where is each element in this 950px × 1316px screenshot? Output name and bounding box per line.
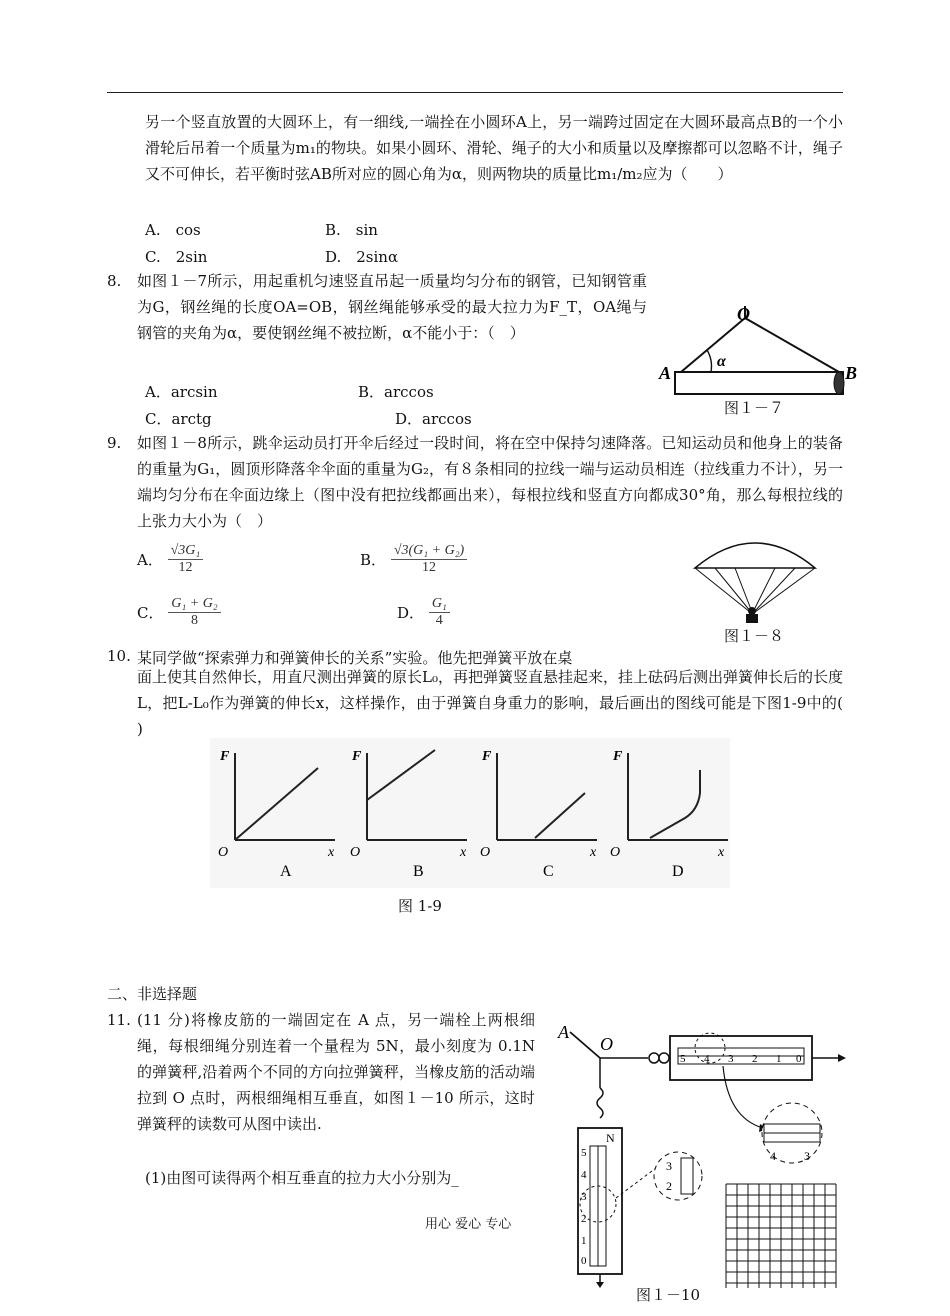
q9-stem: 如图１－8所示，跳伞运动员打开伞后经过一段时间，将在空中保持匀速降落。已知运动员和他身上的装备的重量为G₁，圆顶形降落伞伞面的重量为G₂，有８条相同的拉线一端与运动员相连（拉线重力不计），另一端均匀分布在伞面边缘上（图中没有把拉线都画出来），每根拉线和竖直方向都成30°角，那么每根拉线的上张力大小为（ ） <box>137 434 843 530</box>
fig-1-10-caption: 图１－10 <box>636 1286 701 1304</box>
q9-option-d-label: D． <box>397 604 425 622</box>
fraction-a <box>168 543 204 576</box>
mag2-2: 2 <box>666 1179 672 1193</box>
header-rule <box>107 92 843 93</box>
q7-option-a: A. cos <box>145 221 201 239</box>
mag1-4: 4 <box>770 1149 776 1163</box>
fraction-d <box>429 596 450 629</box>
graph-c-origin: O <box>480 845 491 860</box>
q11-number: 11. <box>107 1011 131 1029</box>
q10-line1: 某同学做“探索弹力和弹簧伸长的关系”实验。他先把弹簧平放在桌 <box>137 649 573 667</box>
fig-1-8-caption: 图１－８ <box>724 627 785 645</box>
fig-1-7-caption: 图１－７ <box>724 399 785 417</box>
vscale-0: 0 <box>581 1255 587 1267</box>
fraction-a-den: 12 <box>178 560 193 575</box>
q7-option-c: C. 2sin <box>145 248 208 266</box>
q8-option-c: C．arctg <box>145 410 212 428</box>
fraction-d-den: 4 <box>435 613 443 628</box>
q9-option-a-label: A． <box>137 551 163 569</box>
fraction-d-num: G₁ <box>429 596 450 613</box>
q9-option-b-label: B． <box>360 551 387 569</box>
graph-a-origin: O <box>218 845 229 860</box>
q7-stem: 另一个竖直放置的大圆环上，有一细线,一端拴在小圆环A上，另一端跨过固定在大圆环最高点B的一个小滑轮后吊着一个质量为m₁的物块。如果小圆环、滑轮、绳子的大小和质量以及摩擦都可以忽略不计，绳子又不可伸长，若平衡时弦AB所对应的圆心角为α，则两物块的质量比m₁/m₂应为（ ） <box>145 113 843 183</box>
fig-label-alpha: α <box>717 353 726 370</box>
q9-option-d <box>397 596 450 629</box>
page-footer: 用心 爱心 专心 <box>425 1217 512 1232</box>
spring-graphs-figure <box>210 738 730 888</box>
hscale-0: 0 <box>796 1053 802 1065</box>
fig-label-a: A <box>558 1022 569 1042</box>
hscale-2: 2 <box>752 1053 758 1065</box>
grid-paper <box>726 1184 836 1288</box>
fig-1-9-caption: 图 1-9 <box>398 897 442 915</box>
graph-a-label: A <box>280 863 292 880</box>
fig-label-o: O <box>737 304 750 324</box>
q10-stem: 面上使其自然伸长，用直尺测出弹簧的原长L₀，再把弹簧竖直悬挂起来，挂上砝码后测出弹簧伸长后的长度L，把L-L₀作为弹簧的伸长x，这样操作，由于弹簧自身重力的影响，最后画出的图线可能是下图1-9中的( ) <box>137 668 863 738</box>
vscale-5: 5 <box>581 1147 587 1159</box>
fraction-a-num: √3G₁ <box>168 543 204 560</box>
spring-scale-figure <box>548 1018 848 1288</box>
q9-option-a <box>137 543 203 576</box>
q8-option-a: A．arcsin <box>145 383 218 401</box>
fraction-c <box>168 596 220 629</box>
q7-option-d: D. 2sinα <box>325 248 399 266</box>
graph-c-label: C <box>543 863 554 880</box>
graph-b-origin: O <box>350 845 361 860</box>
q11-sub1: (1)由图可读得两个相互垂直的拉力大小分别为_ <box>145 1169 459 1187</box>
q9-number: 9. <box>107 434 122 452</box>
q8-number: 8. <box>107 272 122 290</box>
vscale-2: 2 <box>581 1213 587 1225</box>
q8-option-d: D．arccos <box>395 410 472 428</box>
q11-stem: (11 分)将橡皮筋的一端固定在 A 点，另一端栓上两根细绳，每根细绳分别连着一个量程为 5N，最小刻度为 0.1N 的弹簧秤,沿着两个不同的方向拉弹簧秤，当橡皮筋的活动端拉到 O 点时，两根细绳相互垂直，如图１－10 所示，这时弹簧秤的读数可从图中读出. <box>137 1011 535 1133</box>
graph-b-x: x <box>460 845 467 860</box>
q10-number: 10. <box>107 647 131 665</box>
fraction-b-num: √3(G₁ + G₂) <box>391 543 467 560</box>
graph-a-y: F <box>220 749 230 764</box>
vscale-3: 3 <box>581 1191 587 1203</box>
hscale-4: 4 <box>704 1053 710 1065</box>
graph-a-x: x <box>328 845 335 860</box>
mag1-3: 3 <box>804 1149 810 1163</box>
fig-label-a: A <box>659 363 672 383</box>
q9-option-b <box>360 543 467 576</box>
q8-option-b: B．arccos <box>358 383 434 401</box>
hscale-5: 5 <box>680 1053 686 1065</box>
hscale-1: 1 <box>776 1053 782 1065</box>
fig-label-o: O <box>600 1034 613 1054</box>
graph-b-label: B <box>413 863 424 880</box>
fraction-c-den: 8 <box>190 613 198 628</box>
q9-option-c <box>137 596 221 629</box>
graph-d-y: F <box>613 749 623 764</box>
crane-pipe-figure <box>655 290 860 402</box>
graph-d-x: x <box>718 845 725 860</box>
q7-option-b: B. sin <box>325 221 378 239</box>
fraction-c-num: G₁ + G₂ <box>168 596 220 613</box>
fraction-b-den: 12 <box>422 560 437 575</box>
fig-label-n: N <box>606 1131 615 1145</box>
parachute-figure <box>690 540 820 625</box>
fig-label-b: B <box>845 363 858 383</box>
hscale-3: 3 <box>728 1053 734 1065</box>
graph-d-label: D <box>672 863 684 880</box>
fraction-b <box>391 543 467 576</box>
graph-d-origin: O <box>610 845 621 860</box>
vscale-4: 4 <box>581 1169 587 1181</box>
mag2-3: 3 <box>666 1159 672 1173</box>
q8-stem: 如图１－7所示，用起重机匀速竖直吊起一质量均匀分布的钢管，已知钢管重为G，钢丝绳的长度OA=OB，钢丝绳能够承受的最大拉力为F_T，OA绳与钢管的夹角为α，要使钢丝绳不被拉断，α不能小于：（ ） <box>137 272 647 342</box>
graph-c-x: x <box>590 845 597 860</box>
graph-c-y: F <box>482 749 492 764</box>
vscale-1: 1 <box>581 1235 587 1247</box>
q9-option-c-label: C． <box>137 604 164 622</box>
graph-b-y: F <box>352 749 362 764</box>
section-title: 二、非选择题 <box>107 985 198 1003</box>
